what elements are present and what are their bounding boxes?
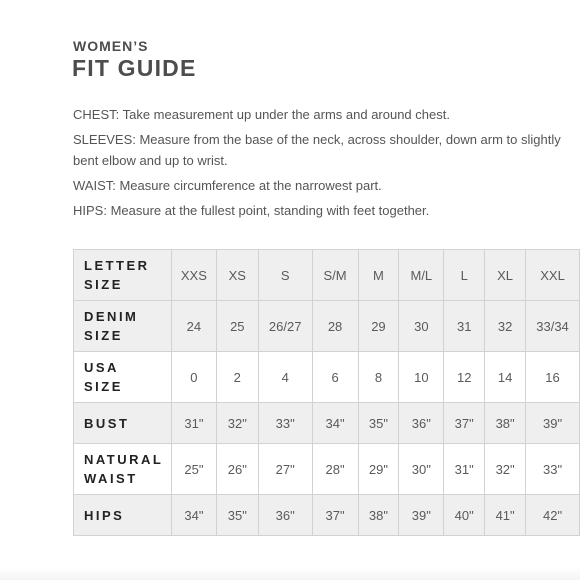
bottom-fade	[0, 568, 580, 580]
table-cell: 38"	[358, 495, 399, 536]
waist-instruction: WAIST: Measure circumference at the narrowest part.	[73, 178, 382, 193]
row-label-line: NATURAL	[84, 452, 164, 467]
page-title: FIT GUIDE	[72, 55, 197, 81]
row-label-line: SIZE	[84, 328, 123, 343]
table-cell: 26/27	[258, 301, 312, 352]
table-cell: 32"	[216, 403, 258, 444]
table-cell: 8	[358, 352, 399, 403]
table-cell: 33"	[258, 403, 312, 444]
table-cell: L	[444, 250, 485, 301]
table-cell: 24	[171, 301, 216, 352]
table-cell: 35"	[216, 495, 258, 536]
table-cell: 25	[216, 301, 258, 352]
row-label-line: SIZE	[84, 379, 123, 394]
measurement-instructions	[73, 104, 563, 225]
table-cell: 36"	[258, 495, 312, 536]
table-cell: 4	[258, 352, 312, 403]
table-cell: XXS	[171, 250, 216, 301]
hips-row	[74, 495, 580, 536]
chest-instruction: CHEST: Take measurement up under the arms and around chest.	[73, 107, 450, 122]
row-label-line: LETTER	[84, 258, 150, 273]
table-cell: XL	[485, 250, 526, 301]
table-cell: 30"	[399, 444, 444, 495]
table-cell: 38"	[485, 403, 526, 444]
row-label-line: USA	[84, 360, 119, 375]
row-label	[74, 250, 172, 301]
table-cell: 37"	[312, 495, 358, 536]
row-label	[74, 403, 172, 444]
table-cell: 2	[216, 352, 258, 403]
table-cell: 34"	[312, 403, 358, 444]
fit-guide-kicker: WOMEN’S	[73, 38, 149, 54]
table-cell: 25"	[171, 444, 216, 495]
denim-size-row	[74, 301, 580, 352]
table-cell: 32"	[485, 444, 526, 495]
table-cell: 37"	[444, 403, 485, 444]
table-cell: 28	[312, 301, 358, 352]
table-cell: XXL	[526, 250, 580, 301]
size-chart-table	[73, 249, 580, 536]
table-cell: 0	[171, 352, 216, 403]
row-label-line: HIPS	[84, 507, 125, 523]
table-cell: 6	[312, 352, 358, 403]
table-cell: 31"	[444, 444, 485, 495]
row-label-line: WAIST	[84, 471, 138, 486]
table-cell: 29"	[358, 444, 399, 495]
usa-size-row	[74, 352, 580, 403]
table-cell: 32	[485, 301, 526, 352]
table-cell: S/M	[312, 250, 358, 301]
table-cell: 16	[526, 352, 580, 403]
table-cell: 26"	[216, 444, 258, 495]
table-cell: XS	[216, 250, 258, 301]
table-cell: 35"	[358, 403, 399, 444]
row-label	[74, 444, 172, 495]
table-cell: 42"	[526, 495, 580, 536]
table-cell: 39"	[399, 495, 444, 536]
table-cell: M/L	[399, 250, 444, 301]
table-cell: 33"	[526, 444, 580, 495]
row-label-line: BUST	[84, 415, 130, 431]
table-cell: 29	[358, 301, 399, 352]
table-cell: 40"	[444, 495, 485, 536]
table-cell: 10	[399, 352, 444, 403]
table-cell: 36"	[399, 403, 444, 444]
row-label-line: SIZE	[84, 277, 123, 292]
table-cell: 28"	[312, 444, 358, 495]
table-cell: S	[258, 250, 312, 301]
table-cell: 30	[399, 301, 444, 352]
hips-instruction: HIPS: Measure at the fullest point, standing with feet together.	[73, 203, 430, 218]
table-cell: 14	[485, 352, 526, 403]
table-cell: 31"	[171, 403, 216, 444]
bust-row	[74, 403, 580, 444]
table-cell: 33/34	[526, 301, 580, 352]
sleeves-instruction: SLEEVES: Measure from the base of the neck, across shoulder, down arm to slightly bent elbow and up to wrist.	[73, 132, 561, 168]
row-label	[74, 352, 172, 403]
table-cell: 27"	[258, 444, 312, 495]
table-cell: 34"	[171, 495, 216, 536]
natural-waist-row	[74, 444, 580, 495]
row-label-line: DENIM	[84, 309, 139, 324]
row-label	[74, 495, 172, 536]
table-cell: 12	[444, 352, 485, 403]
table-cell: 39"	[526, 403, 580, 444]
table-cell: 31	[444, 301, 485, 352]
letter-size-row	[74, 250, 580, 301]
table-cell: M	[358, 250, 399, 301]
row-label	[74, 301, 172, 352]
table-cell: 41"	[485, 495, 526, 536]
